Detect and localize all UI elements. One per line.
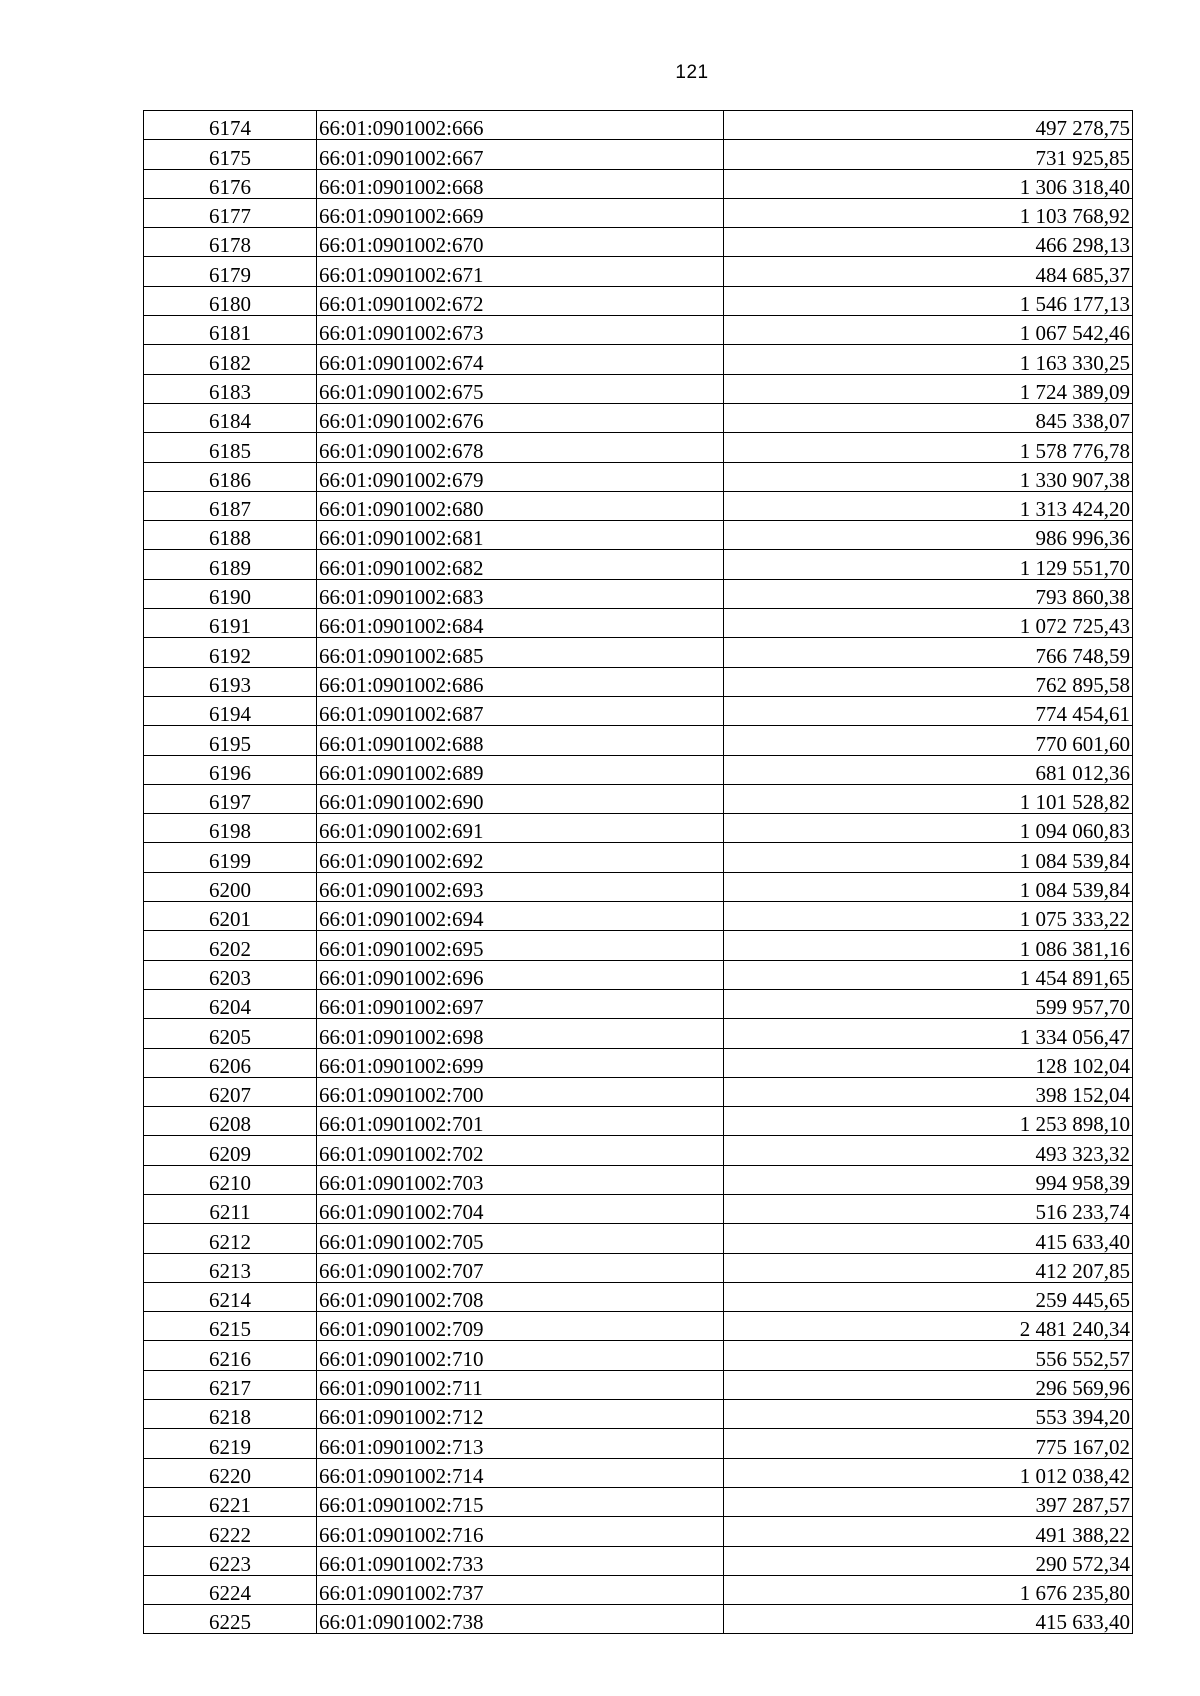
cadastral-number-cell: 66:01:0901002:709 [317, 1312, 724, 1341]
table-row [144, 1312, 1133, 1341]
cadastral-value-cell: 1 313 424,20 [724, 491, 1133, 520]
table-row [144, 1282, 1133, 1311]
table-row [144, 784, 1133, 813]
table-row [144, 1224, 1133, 1253]
table-row [144, 228, 1133, 257]
table-row [144, 609, 1133, 638]
table-body [144, 111, 1133, 1634]
table-row [144, 169, 1133, 198]
table-row [144, 1546, 1133, 1575]
row-number-cell: 6181 [144, 316, 317, 345]
table-row [144, 1575, 1133, 1604]
cadastral-number-cell: 66:01:0901002:716 [317, 1517, 724, 1546]
row-number-cell: 6201 [144, 902, 317, 931]
row-number-cell: 6179 [144, 257, 317, 286]
row-number-cell: 6178 [144, 228, 317, 257]
row-number-cell: 6202 [144, 931, 317, 960]
row-number-cell: 6175 [144, 140, 317, 169]
row-number-cell: 6208 [144, 1107, 317, 1136]
cadastral-value-cell: 290 572,34 [724, 1546, 1133, 1575]
cadastral-number-cell: 66:01:0901002:710 [317, 1341, 724, 1370]
row-number-cell: 6209 [144, 1136, 317, 1165]
cadastral-number-cell: 66:01:0901002:708 [317, 1282, 724, 1311]
cadastral-value-cell: 128 102,04 [724, 1048, 1133, 1077]
cadastral-number-cell: 66:01:0901002:683 [317, 579, 724, 608]
table-row [144, 579, 1133, 608]
cadastral-value-cell: 1 334 056,47 [724, 1019, 1133, 1048]
row-number-cell: 6223 [144, 1546, 317, 1575]
row-number-cell: 6222 [144, 1517, 317, 1546]
row-number-cell: 6211 [144, 1194, 317, 1223]
table-row [144, 403, 1133, 432]
cadastral-value-cell: 1 454 891,65 [724, 960, 1133, 989]
cadastral-value-cell: 1 546 177,13 [724, 286, 1133, 315]
cadastral-number-cell: 66:01:0901002:691 [317, 814, 724, 843]
table-row [144, 1077, 1133, 1106]
table-row [144, 374, 1133, 403]
row-number-cell: 6186 [144, 462, 317, 491]
cadastral-number-cell: 66:01:0901002:697 [317, 989, 724, 1018]
cadastral-number-cell: 66:01:0901002:669 [317, 198, 724, 227]
row-number-cell: 6218 [144, 1400, 317, 1429]
table-row [144, 1136, 1133, 1165]
table-row [144, 1487, 1133, 1516]
cadastral-value-cell: 516 233,74 [724, 1194, 1133, 1223]
row-number-cell: 6188 [144, 521, 317, 550]
table-row [144, 1341, 1133, 1370]
cadastral-number-cell: 66:01:0901002:682 [317, 550, 724, 579]
row-number-cell: 6194 [144, 696, 317, 725]
table-row [144, 667, 1133, 696]
table-row [144, 433, 1133, 462]
cadastral-number-cell: 66:01:0901002:690 [317, 784, 724, 813]
cadastral-number-cell: 66:01:0901002:684 [317, 609, 724, 638]
page-number: 121 [675, 62, 709, 83]
cadastral-number-cell: 66:01:0901002:695 [317, 931, 724, 960]
table-row [144, 521, 1133, 550]
row-number-cell: 6185 [144, 433, 317, 462]
table-row [144, 286, 1133, 315]
row-number-cell: 6197 [144, 784, 317, 813]
row-number-cell: 6214 [144, 1282, 317, 1311]
cadastral-number-cell: 66:01:0901002:711 [317, 1370, 724, 1399]
row-number-cell: 6224 [144, 1575, 317, 1604]
cadastral-value-cell: 681 012,36 [724, 755, 1133, 784]
cadastral-number-cell: 66:01:0901002:689 [317, 755, 724, 784]
table-row [144, 316, 1133, 345]
cadastral-number-cell: 66:01:0901002:687 [317, 696, 724, 725]
cadastral-value-cell: 553 394,20 [724, 1400, 1133, 1429]
table-row [144, 140, 1133, 169]
row-number-cell: 6187 [144, 491, 317, 520]
table-row [144, 902, 1133, 931]
row-number-cell: 6220 [144, 1458, 317, 1487]
table-row [144, 111, 1133, 140]
table-row [144, 960, 1133, 989]
table-row [144, 931, 1133, 960]
table-row [144, 1370, 1133, 1399]
cadastral-value-cell: 466 298,13 [724, 228, 1133, 257]
cadastral-number-cell: 66:01:0901002:693 [317, 872, 724, 901]
table-row [144, 1605, 1133, 1634]
row-number-cell: 6199 [144, 843, 317, 872]
row-number-cell: 6189 [144, 550, 317, 579]
row-number-cell: 6176 [144, 169, 317, 198]
row-number-cell: 6210 [144, 1165, 317, 1194]
cadastral-number-cell: 66:01:0901002:676 [317, 403, 724, 432]
table-row [144, 726, 1133, 755]
row-number-cell: 6177 [144, 198, 317, 227]
row-number-cell: 6192 [144, 638, 317, 667]
row-number-cell: 6219 [144, 1429, 317, 1458]
table-row [144, 1253, 1133, 1282]
row-number-cell: 6207 [144, 1077, 317, 1106]
cadastral-value-cell: 412 207,85 [724, 1253, 1133, 1282]
cadastral-value-cell: 1 306 318,40 [724, 169, 1133, 198]
cadastral-value-cell: 1 067 542,46 [724, 316, 1133, 345]
cadastral-number-cell: 66:01:0901002:667 [317, 140, 724, 169]
cadastral-number-cell: 66:01:0901002:712 [317, 1400, 724, 1429]
cadastral-value-cell: 1 084 539,84 [724, 843, 1133, 872]
cadastral-value-cell: 762 895,58 [724, 667, 1133, 696]
cadastral-number-cell: 66:01:0901002:713 [317, 1429, 724, 1458]
cadastral-value-cell: 1 094 060,83 [724, 814, 1133, 843]
cadastral-value-cell: 731 925,85 [724, 140, 1133, 169]
cadastral-value-cell: 774 454,61 [724, 696, 1133, 725]
row-number-cell: 6215 [144, 1312, 317, 1341]
cadastral-number-cell: 66:01:0901002:701 [317, 1107, 724, 1136]
cadastral-value-cell: 986 996,36 [724, 521, 1133, 550]
table-row [144, 1194, 1133, 1223]
cadastral-value-cell: 1 724 389,09 [724, 374, 1133, 403]
cadastral-number-cell: 66:01:0901002:672 [317, 286, 724, 315]
cadastral-value-cell: 994 958,39 [724, 1165, 1133, 1194]
cadastral-value-cell: 1 129 551,70 [724, 550, 1133, 579]
cadastral-value-cell: 296 569,96 [724, 1370, 1133, 1399]
row-number-cell: 6213 [144, 1253, 317, 1282]
cadastral-number-cell: 66:01:0901002:698 [317, 1019, 724, 1048]
table-row [144, 1429, 1133, 1458]
table-row [144, 1107, 1133, 1136]
table-row [144, 1517, 1133, 1546]
table-row [144, 1019, 1133, 1048]
table-row [144, 345, 1133, 374]
cadastral-number-cell: 66:01:0901002:702 [317, 1136, 724, 1165]
row-number-cell: 6182 [144, 345, 317, 374]
table-row [144, 257, 1133, 286]
cadastral-value-cell: 1 075 333,22 [724, 902, 1133, 931]
cadastral-number-cell: 66:01:0901002:714 [317, 1458, 724, 1487]
table-row [144, 638, 1133, 667]
row-number-cell: 6203 [144, 960, 317, 989]
cadastral-number-cell: 66:01:0901002:666 [317, 111, 724, 140]
cadastral-value-cell: 484 685,37 [724, 257, 1133, 286]
cadastral-value-cell: 398 152,04 [724, 1077, 1133, 1106]
table-row [144, 1048, 1133, 1077]
cadastral-number-cell: 66:01:0901002:700 [317, 1077, 724, 1106]
cadastral-number-cell: 66:01:0901002:671 [317, 257, 724, 286]
cadastral-number-cell: 66:01:0901002:733 [317, 1546, 724, 1575]
cadastral-value-cell: 1 084 539,84 [724, 872, 1133, 901]
row-number-cell: 6204 [144, 989, 317, 1018]
cadastral-value-cell: 1 578 776,78 [724, 433, 1133, 462]
cadastral-value-cell: 1 072 725,43 [724, 609, 1133, 638]
cadastral-value-cell: 1 012 038,42 [724, 1458, 1133, 1487]
cadastral-value-cell: 1 676 235,80 [724, 1575, 1133, 1604]
row-number-cell: 6225 [144, 1605, 317, 1634]
cadastral-value-cell: 2 481 240,34 [724, 1312, 1133, 1341]
cadastral-number-cell: 66:01:0901002:707 [317, 1253, 724, 1282]
row-number-cell: 6196 [144, 755, 317, 784]
cadastral-value-table [143, 110, 1133, 1634]
table-row [144, 1165, 1133, 1194]
table-row [144, 872, 1133, 901]
table-row [144, 550, 1133, 579]
row-number-cell: 6190 [144, 579, 317, 608]
row-number-cell: 6217 [144, 1370, 317, 1399]
cadastral-number-cell: 66:01:0901002:703 [317, 1165, 724, 1194]
cadastral-number-cell: 66:01:0901002:737 [317, 1575, 724, 1604]
row-number-cell: 6195 [144, 726, 317, 755]
row-number-cell: 6206 [144, 1048, 317, 1077]
row-number-cell: 6200 [144, 872, 317, 901]
cadastral-value-cell: 599 957,70 [724, 989, 1133, 1018]
cadastral-value-cell: 1 086 381,16 [724, 931, 1133, 960]
row-number-cell: 6212 [144, 1224, 317, 1253]
cadastral-value-cell: 491 388,22 [724, 1517, 1133, 1546]
cadastral-number-cell: 66:01:0901002:680 [317, 491, 724, 520]
cadastral-value-cell: 415 633,40 [724, 1605, 1133, 1634]
cadastral-number-cell: 66:01:0901002:679 [317, 462, 724, 491]
cadastral-value-cell: 259 445,65 [724, 1282, 1133, 1311]
cadastral-number-cell: 66:01:0901002:668 [317, 169, 724, 198]
cadastral-number-cell: 66:01:0901002:673 [317, 316, 724, 345]
cadastral-value-cell: 397 287,57 [724, 1487, 1133, 1516]
cadastral-value-cell: 1 101 528,82 [724, 784, 1133, 813]
table-row [144, 198, 1133, 227]
cadastral-number-cell: 66:01:0901002:738 [317, 1605, 724, 1634]
row-number-cell: 6180 [144, 286, 317, 315]
table-row [144, 814, 1133, 843]
table-row [144, 989, 1133, 1018]
cadastral-value-cell: 556 552,57 [724, 1341, 1133, 1370]
cadastral-number-cell: 66:01:0901002:692 [317, 843, 724, 872]
row-number-cell: 6198 [144, 814, 317, 843]
cadastral-value-cell: 845 338,07 [724, 403, 1133, 432]
cadastral-value-cell: 1 163 330,25 [724, 345, 1133, 374]
cadastral-number-cell: 66:01:0901002:670 [317, 228, 724, 257]
table-row [144, 696, 1133, 725]
table-row [144, 843, 1133, 872]
cadastral-number-cell: 66:01:0901002:694 [317, 902, 724, 931]
cadastral-number-cell: 66:01:0901002:704 [317, 1194, 724, 1223]
cadastral-number-cell: 66:01:0901002:678 [317, 433, 724, 462]
row-number-cell: 6183 [144, 374, 317, 403]
cadastral-value-cell: 793 860,38 [724, 579, 1133, 608]
table-row [144, 462, 1133, 491]
cadastral-value-cell: 493 323,32 [724, 1136, 1133, 1165]
cadastral-number-cell: 66:01:0901002:699 [317, 1048, 724, 1077]
row-number-cell: 6174 [144, 111, 317, 140]
row-number-cell: 6191 [144, 609, 317, 638]
table-row [144, 755, 1133, 784]
cadastral-value-cell: 497 278,75 [724, 111, 1133, 140]
cadastral-number-cell: 66:01:0901002:674 [317, 345, 724, 374]
row-number-cell: 6205 [144, 1019, 317, 1048]
row-number-cell: 6221 [144, 1487, 317, 1516]
table-row [144, 1458, 1133, 1487]
cadastral-value-cell: 415 633,40 [724, 1224, 1133, 1253]
cadastral-number-cell: 66:01:0901002:688 [317, 726, 724, 755]
cadastral-value-cell: 1 330 907,38 [724, 462, 1133, 491]
cadastral-number-cell: 66:01:0901002:685 [317, 638, 724, 667]
cadastral-number-cell: 66:01:0901002:675 [317, 374, 724, 403]
row-number-cell: 6184 [144, 403, 317, 432]
row-number-cell: 6193 [144, 667, 317, 696]
cadastral-number-cell: 66:01:0901002:705 [317, 1224, 724, 1253]
row-number-cell: 6216 [144, 1341, 317, 1370]
cadastral-value-cell: 770 601,60 [724, 726, 1133, 755]
cadastral-number-cell: 66:01:0901002:686 [317, 667, 724, 696]
table-row [144, 1400, 1133, 1429]
cadastral-value-cell: 1 103 768,92 [724, 198, 1133, 227]
cadastral-value-cell: 775 167,02 [724, 1429, 1133, 1458]
cadastral-number-cell: 66:01:0901002:696 [317, 960, 724, 989]
cadastral-value-cell: 766 748,59 [724, 638, 1133, 667]
cadastral-number-cell: 66:01:0901002:715 [317, 1487, 724, 1516]
cadastral-number-cell: 66:01:0901002:681 [317, 521, 724, 550]
table-row [144, 491, 1133, 520]
cadastral-value-cell: 1 253 898,10 [724, 1107, 1133, 1136]
